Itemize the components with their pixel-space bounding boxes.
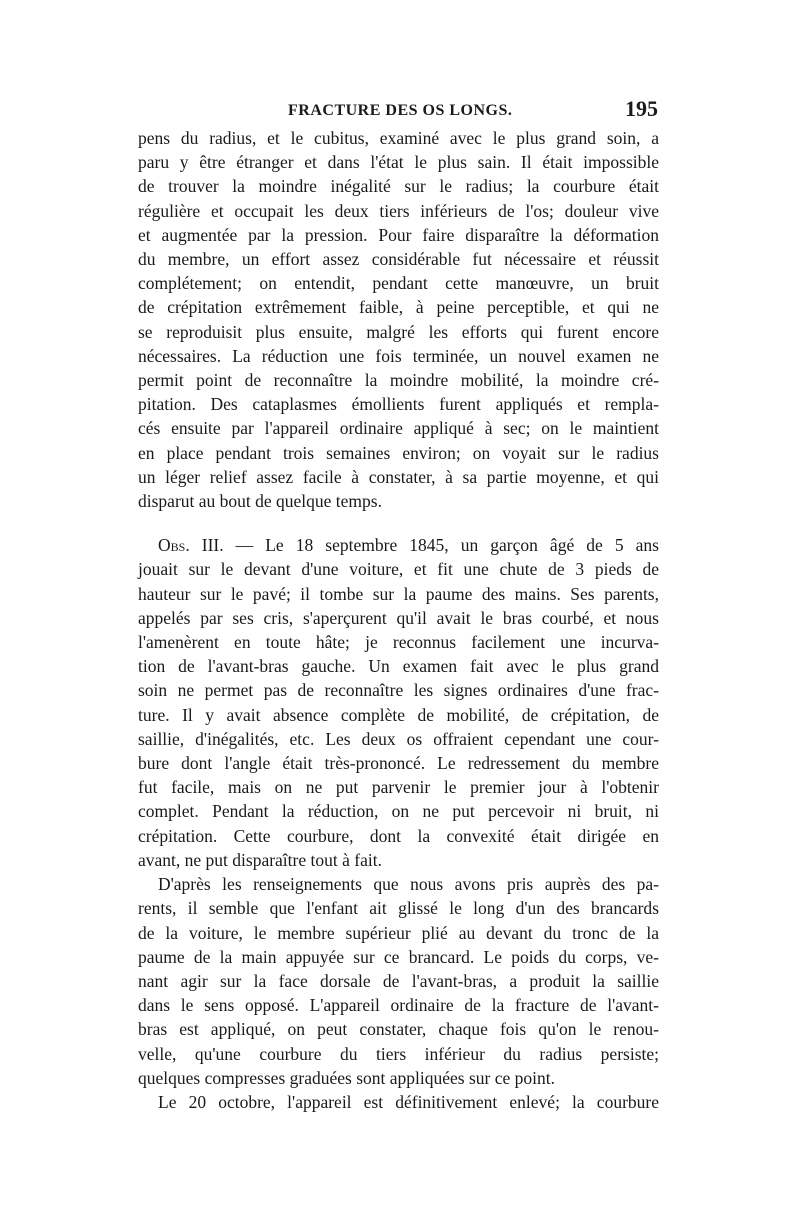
text-line: de trouver la moindre inégalité sur le radius; la courbure était <box>138 176 659 197</box>
body-text <box>138 126 659 1114</box>
text-line: fut facile, mais on ne put parvenir le premier jour à l'obtenir <box>138 777 659 798</box>
text-line: dans le sens opposé. L'appareil ordinaire de la fracture de l'avant- <box>138 995 659 1016</box>
text-line <box>138 533 659 557</box>
paragraph-continuation <box>138 126 659 513</box>
text-line: rents, il semble que l'enfant ait glissé le long d'un des brancards <box>138 898 659 919</box>
observation-paragraph <box>138 533 659 872</box>
text-line: nant agir sur la face dorsale de l'avant-bras, a produit la saillie <box>138 970 659 991</box>
running-head <box>138 96 658 124</box>
text-line: tion de l'avant-bras gauche. Un examen fait avec le plus grand <box>138 656 659 677</box>
text-line: régulière et occupait les deux tiers inférieurs de l'os; douleur vive <box>138 200 659 221</box>
text-line: jouait sur le devant d'une voiture, et fit une chute de 3 pieds de <box>138 559 659 580</box>
text-line: se reproduisit plus ensuite, malgré les efforts qui furent encore <box>138 321 659 342</box>
text-line: soin ne permet pas de reconnaître les signes ordinaires d'une frac- <box>138 680 659 701</box>
text-line: un léger relief assez facile à constater, à sa partie moyenne, et qui <box>138 466 659 487</box>
text-line: Le 20 octobre, l'appareil est définitivement enlevé; la courbure <box>158 1091 659 1112</box>
text-line: quelques compresses graduées sont appliquées sur ce point. <box>138 1067 555 1088</box>
text-line: cés ensuite par l'appareil ordinaire appliqué à sec; on le maintient <box>138 418 659 439</box>
text-line: pitation. Des cataplasmes émollients furent appliqués et rempla- <box>138 394 659 415</box>
text-line: paru y être étranger et dans l'état le plus sain. Il était impossible <box>138 152 659 173</box>
text-line: bure dont l'angle était très-prononcé. Le redressement du membre <box>138 753 659 774</box>
text-line: hauteur sur le pavé; il tombe sur la paume des mains. Ses parents, <box>138 583 659 604</box>
text-line: en place pendant trois semaines environ; on voyait sur le radius <box>138 442 659 463</box>
text-line: du membre, un effort assez considérable fut nécessaire et réussit <box>138 249 659 270</box>
text-line: complet. Pendant la réduction, on ne put percevoir ni bruit, ni <box>138 801 659 822</box>
text-line: bras est appliqué, on peut constater, chaque fois qu'on le renou- <box>138 1019 659 1040</box>
text-line: disparut au bout de quelque temps. <box>138 491 382 512</box>
text-line: crépitation. Cette courbure, dont la convexité était dirigée en <box>138 825 659 846</box>
text-line: complétement; on entendit, pendant cette manœuvre, un bruit <box>138 273 659 294</box>
text-line: paume de la main appuyée sur ce brancard. Le poids du corps, ve- <box>138 946 659 967</box>
text-line: l'amenèrent en toute hâte; je reconnus facilement une incurva- <box>138 632 659 653</box>
paragraph-followup <box>138 1090 659 1114</box>
observation-intro: — Le 18 septembre 1845, un garçon âgé de 5 ans <box>223 535 659 556</box>
text-line: nécessaires. La réduction une fois terminée, un nouvel examen ne <box>138 345 659 366</box>
text-line: velle, qu'une courbure du tiers inférieur du radius persiste; <box>138 1043 659 1064</box>
page-number: 195 <box>625 96 658 121</box>
text-line: pens du radius, et le cubitus, examiné avec le plus grand soin, a <box>138 128 659 148</box>
text-line: D'après les renseignements que nous avons pris auprès des pa- <box>158 874 659 895</box>
paragraph-circumstances <box>138 872 659 1090</box>
text-line: saillie, d'inégalités, etc. Les deux os offraient cependant une cour- <box>138 728 659 749</box>
running-title: FRACTURE DES OS LONGS. <box>288 102 513 119</box>
text-line: appelés par ses cris, s'aperçurent qu'il avait le bras courbé, et nous <box>138 607 659 628</box>
observation-label: Obs. III. <box>158 535 224 556</box>
text-line: avant, ne put disparaître tout à fait. <box>138 849 382 870</box>
text-line: de crépitation extrêmement faible, à peine perceptible, et qui ne <box>138 297 659 318</box>
text-line: permit point de reconnaître la moindre mobilité, la moindre cré- <box>138 370 659 391</box>
text-line: de la voiture, le membre supérieur plié au devant du tronc de la <box>138 922 659 943</box>
text-line: et augmentée par la pression. Pour faire disparaître la déformation <box>138 224 659 245</box>
text-line: ture. Il y avait absence complète de mobilité, de crépitation, de <box>138 704 659 725</box>
paragraph-gap <box>138 513 659 533</box>
